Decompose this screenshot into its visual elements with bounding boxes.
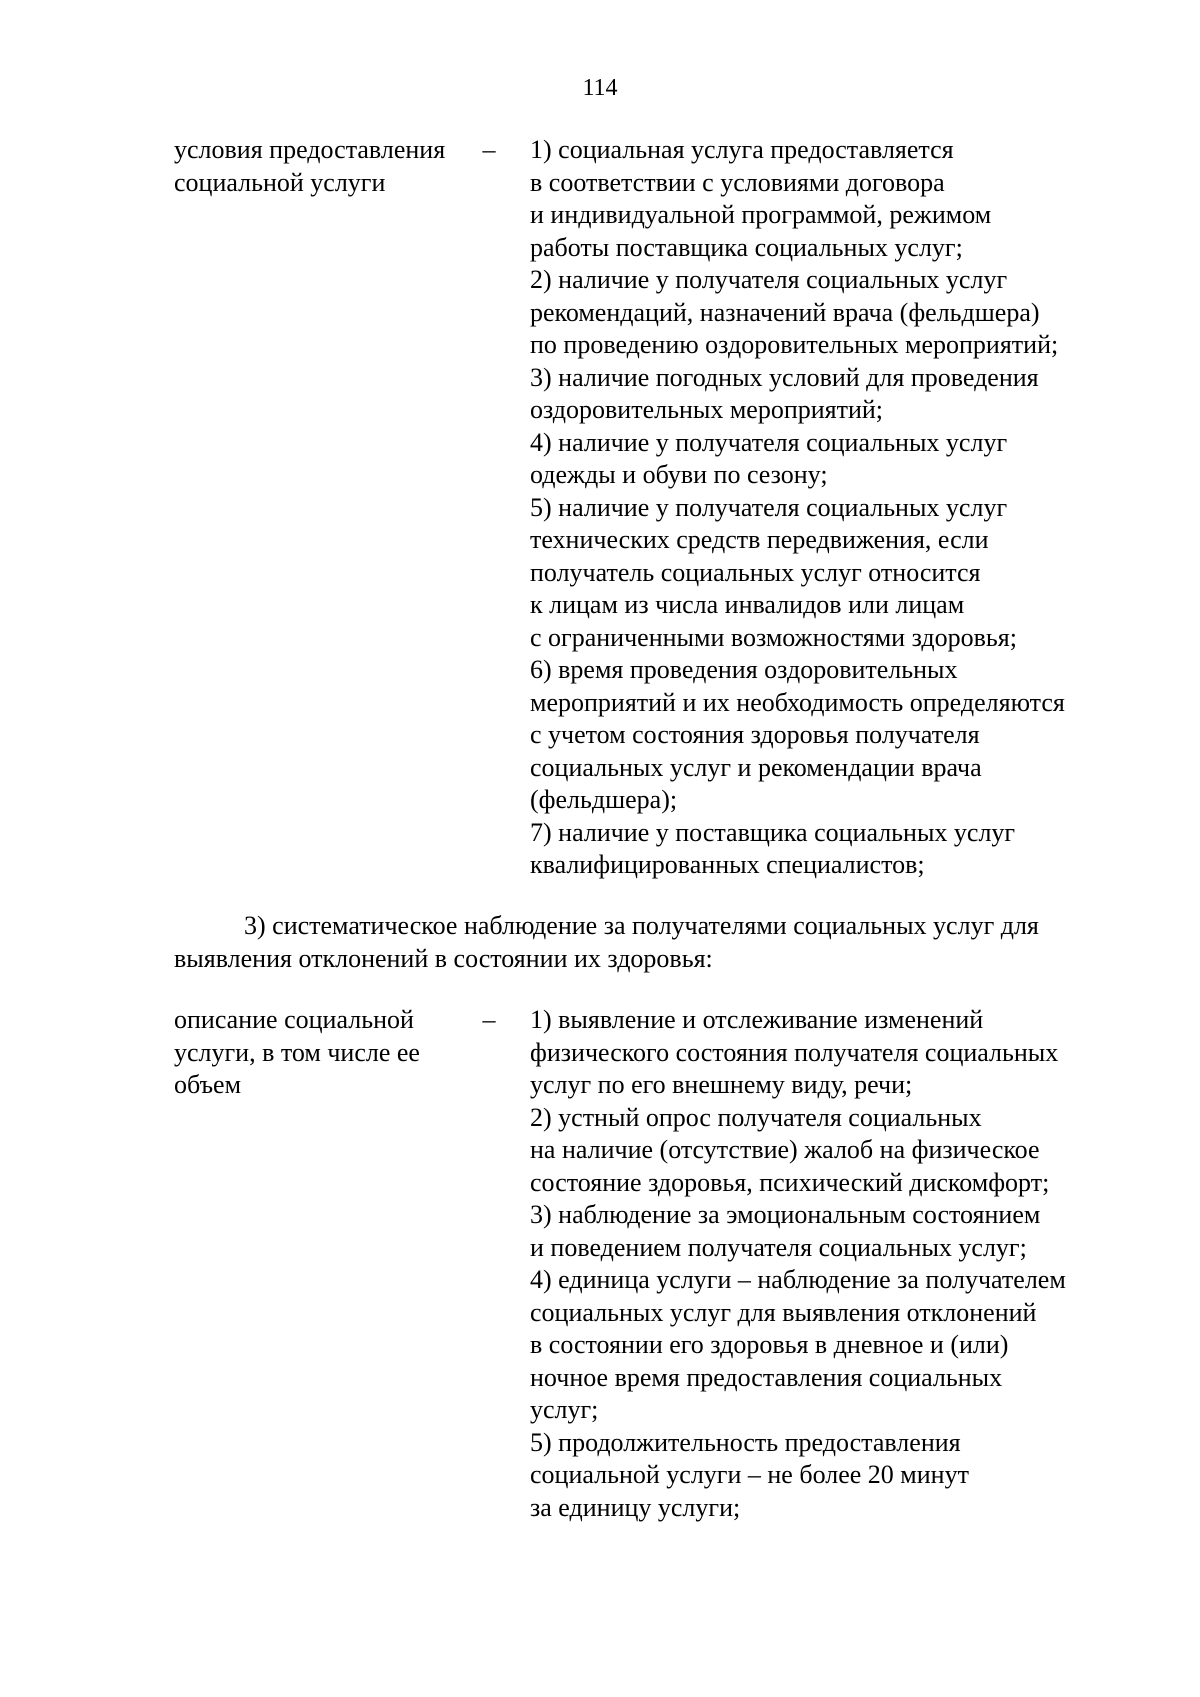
- item-line: 5) наличие у получателя социальных услуг: [530, 492, 1008, 522]
- item-line: в соответствии с условиями договора: [530, 167, 945, 197]
- item-line: 2) устный опрос получателя социальных: [530, 1102, 982, 1132]
- item-line: работы поставщика социальных услуг;: [530, 232, 963, 262]
- section-heading-line: 3) систематическое наблюдение за получателями социальных услуг для: [244, 911, 1039, 940]
- label-dash: –: [482, 135, 496, 164]
- item-line: оздоровительных мероприятий;: [530, 395, 884, 424]
- page-number: 114: [582, 75, 618, 101]
- item-line: ночное время предоставления социальных: [530, 1362, 1003, 1392]
- section-heading-line: выявления отклонений в состоянии их здоровья:: [174, 943, 713, 973]
- item-line: с учетом состояния здоровья получателя: [530, 720, 980, 749]
- item-line: 6) время проведения оздоровительных: [530, 655, 958, 684]
- item-line: по проведению оздоровительных мероприятий;: [530, 330, 1059, 359]
- item-line: 2) наличие у получателя социальных услуг: [530, 265, 1008, 294]
- item-line: с ограниченными возможностями здоровья;: [530, 622, 1017, 652]
- item-line: получатель социальных услуг относится: [530, 557, 981, 587]
- item-line: социальных услуг и рекомендации врача: [530, 752, 982, 782]
- label-line: услуги, в том числе ее: [174, 1037, 420, 1067]
- item-line: физического состояния получателя социальных: [530, 1037, 1059, 1067]
- item-line: квалифицированных специалистов;: [530, 850, 925, 879]
- item-line: 4) наличие у получателя социальных услуг: [530, 427, 1008, 457]
- conditions-label: [174, 134, 464, 199]
- item-line: мероприятий и их необходимость определяются: [530, 687, 1065, 717]
- item-line: 4) единица услуги – наблюдение за получателем: [530, 1265, 1066, 1294]
- item-line: технических средств передвижения, если: [530, 525, 989, 554]
- label-line: описание социальной: [174, 1005, 414, 1034]
- description-label: [174, 1004, 464, 1102]
- item-line: (фельдшера);: [530, 785, 678, 814]
- label-line: объем: [174, 1070, 242, 1099]
- section-heading: [174, 910, 1126, 975]
- item-line: 3) наблюдение за эмоциональным состоянием: [530, 1200, 1041, 1229]
- item-line: 3) наличие погодных условий для проведения: [530, 362, 1039, 392]
- item-line: на наличие (отсутствие) жалоб на физическое: [530, 1135, 1040, 1164]
- label-line: условия предоставления: [174, 135, 446, 164]
- item-line: 1) выявление и отслеживание изменений: [530, 1005, 984, 1034]
- item-line: состояние здоровья, психический дискомфорт;: [530, 1167, 1050, 1197]
- item-line: к лицам из числа инвалидов или лицам: [530, 590, 965, 619]
- item-line: социальных услуг для выявления отклонений: [530, 1297, 1037, 1327]
- item-line: 1) социальная услуга предоставляется: [530, 135, 954, 164]
- item-line: 5) продолжительность предоставления: [530, 1427, 961, 1457]
- item-line: и индивидуальной программой, режимом: [530, 200, 992, 229]
- label-dash: –: [482, 1005, 496, 1034]
- description-items: [530, 1004, 1130, 1524]
- item-line: услуг;: [530, 1395, 599, 1424]
- item-line: одежды и обуви по сезону;: [530, 460, 828, 489]
- item-line: услуг по его внешнему виду, речи;: [530, 1070, 913, 1099]
- label-line: социальной услуги: [174, 167, 386, 197]
- conditions-items: [530, 134, 1130, 882]
- item-line: рекомендаций, назначений врача (фельдшера): [530, 297, 1040, 327]
- item-line: и поведением получателя социальных услуг;: [530, 1232, 1027, 1262]
- item-line: за единицу услуги;: [530, 1492, 741, 1522]
- item-line: 7) наличие у поставщика социальных услуг: [530, 817, 1016, 847]
- item-line: социальной услуги – не более 20 минут: [530, 1460, 969, 1489]
- item-line: в состоянии его здоровья в дневное и (или): [530, 1330, 1009, 1359]
